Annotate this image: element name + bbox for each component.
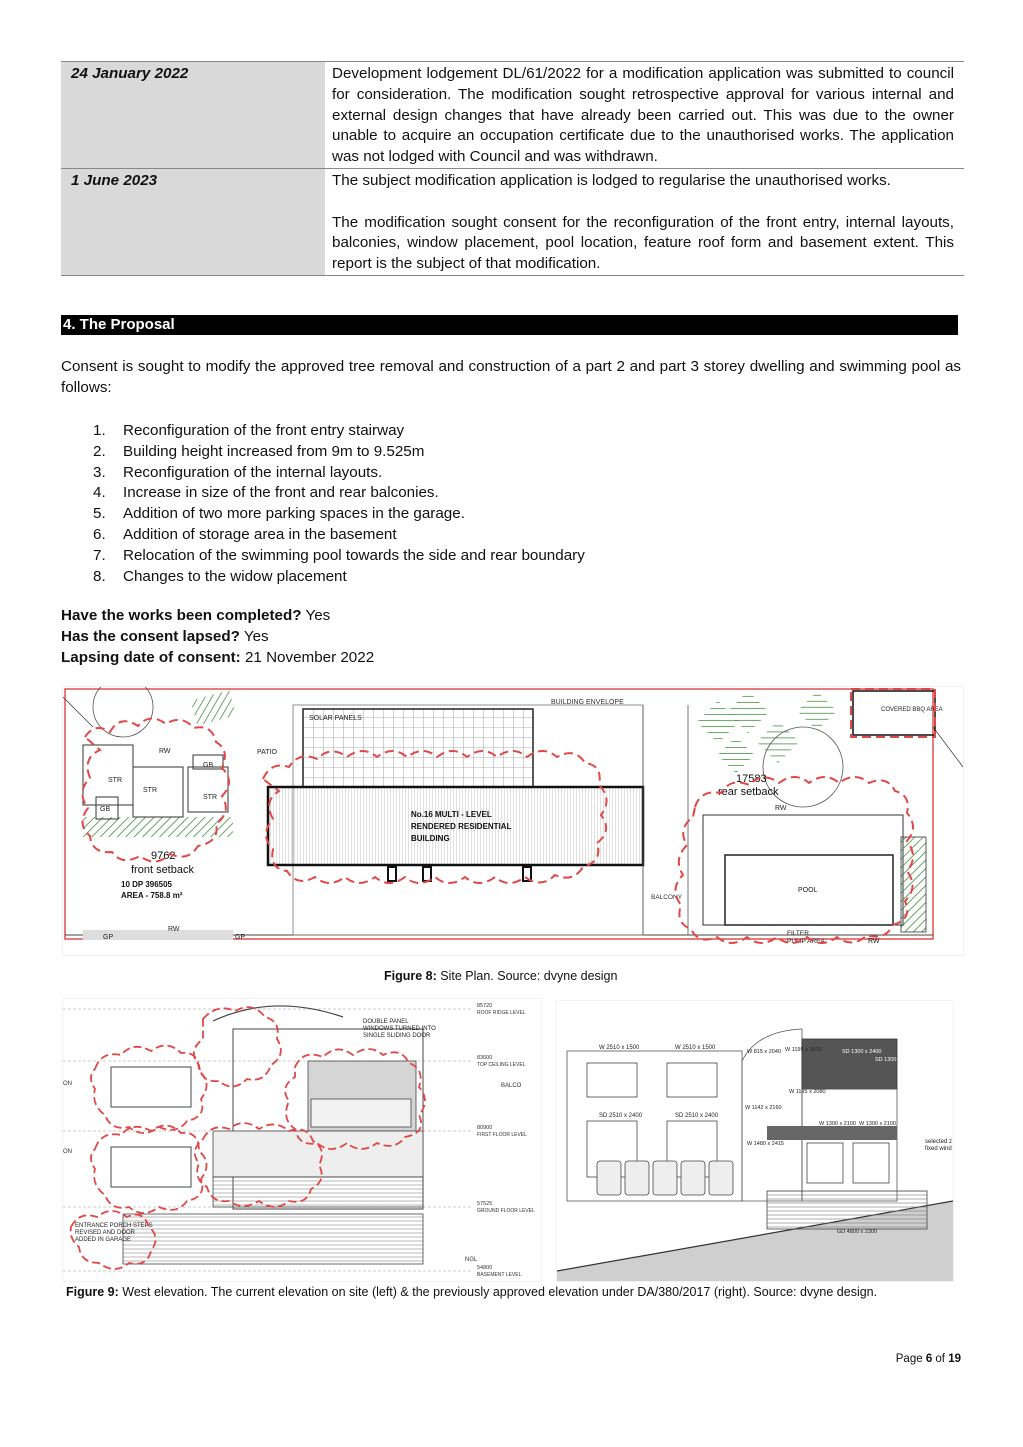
plan-label: BALCONY bbox=[651, 894, 683, 901]
level-rl: 54800 bbox=[477, 1265, 493, 1271]
plan-label: FILTER bbox=[787, 930, 809, 937]
history-date: 24 January 2022 bbox=[61, 62, 325, 169]
window-label: SD 1300 x 2400 bbox=[842, 1049, 882, 1055]
qa-row bbox=[61, 606, 374, 627]
proposal-list bbox=[61, 421, 585, 587]
plan-label: GB bbox=[203, 762, 214, 769]
plan-label: PUMP AREA bbox=[787, 938, 825, 945]
elevation-label: ON bbox=[63, 1081, 72, 1087]
window-label: SD 2510 x 2400 bbox=[599, 1113, 643, 1119]
caption-text: West elevation. The current elevation on site (left) & the previously approved elevation under DA/380/2017 (right). Source: dvyne design. bbox=[118, 1285, 878, 1299]
list-text: Building height increased from 9m to 9.525m bbox=[123, 442, 425, 460]
level-name: TOP CEILING LEVEL bbox=[477, 1062, 526, 1068]
elevation-current-drawing bbox=[63, 999, 541, 1281]
site-plan-drawing bbox=[63, 687, 963, 955]
plan-label: STR bbox=[203, 794, 217, 801]
table-row bbox=[61, 168, 964, 275]
plan-label: AREA - 758.8 m² bbox=[121, 891, 183, 900]
plan-label: RW bbox=[775, 805, 787, 812]
proposal-intro: Consent is sought to modify the approved tree removal and construction of a part 2 and part 3 storey dwelling and swimming pool as follows: bbox=[61, 358, 961, 396]
list-text: Reconfiguration of the internal layouts. bbox=[123, 463, 383, 481]
caption-label: Figure 9: bbox=[66, 1285, 119, 1299]
list-item bbox=[61, 483, 585, 504]
elevation-note: DOUBLE PANEL bbox=[363, 1019, 409, 1025]
plan-label: 10 DP 396505 bbox=[121, 880, 173, 889]
plan-label: 9762 bbox=[151, 850, 176, 862]
window-label: W 815 x 2040 bbox=[747, 1049, 781, 1055]
section-heading: 4. The Proposal bbox=[61, 315, 958, 335]
qa-row bbox=[61, 648, 374, 669]
list-number: 1. bbox=[93, 422, 106, 439]
qa-answer: Yes bbox=[243, 627, 269, 645]
plan-label: RW bbox=[159, 748, 171, 755]
list-number: 7. bbox=[93, 546, 106, 564]
plan-label: COVERED BBQ AREA bbox=[881, 707, 943, 713]
list-item bbox=[61, 463, 585, 484]
history-date: 1 June 2023 bbox=[61, 168, 325, 275]
figure-8-caption bbox=[384, 968, 617, 984]
level-name: ROOF RIDGE LEVEL bbox=[477, 1010, 526, 1016]
plan-label: BUILDING ENVELOPE bbox=[551, 699, 624, 706]
plan-label: 17583 bbox=[736, 773, 767, 785]
window-label: W 2510 x 1500 bbox=[599, 1045, 640, 1051]
site-plan-figure bbox=[62, 686, 964, 956]
list-text: Reconfiguration of the front entry stairway bbox=[123, 422, 405, 439]
level-rl: 80900 bbox=[477, 1125, 493, 1131]
level-rl: 57525 bbox=[477, 1201, 493, 1207]
window-label: W 2510 x 1500 bbox=[675, 1045, 716, 1051]
list-text: Increase in size of the front and rear balconies. bbox=[123, 484, 439, 502]
plan-label: GP bbox=[103, 934, 114, 941]
plan-label: PATIO bbox=[257, 749, 277, 756]
level-rl: 85720 bbox=[477, 1003, 493, 1009]
elevation-label: NGL bbox=[465, 1257, 478, 1263]
qa-answer: Yes bbox=[305, 607, 331, 624]
qa-question: Have the works been completed? bbox=[61, 607, 302, 624]
list-number: 5. bbox=[93, 505, 106, 523]
elevation-note: WINDOWS TURNED INTO bbox=[363, 1026, 436, 1032]
page-total: 19 bbox=[948, 1353, 961, 1365]
plan-label: No.16 MULTI - LEVEL bbox=[411, 810, 492, 819]
history-paragraph: Development lodgement DL/61/2022 for a modification application was submitted to council for consideration. The modification sought retrospective approval for various internal and external design changes that have already been carried out. This was due to the owner unable to acquire an occupation certificate due to the unauthorised works. The application was not lodged with Council and was withdrawn. bbox=[332, 65, 954, 166]
table-row bbox=[61, 62, 964, 169]
plan-label: front setback bbox=[131, 864, 194, 876]
window-label: W 1142 x 2160 bbox=[745, 1105, 782, 1111]
history-description bbox=[325, 62, 964, 169]
caption-label: Figure 8: bbox=[384, 969, 437, 983]
window-label: W 1300 x 2100 bbox=[859, 1121, 896, 1127]
list-item bbox=[61, 567, 585, 588]
list-number: 2. bbox=[93, 442, 106, 460]
list-item bbox=[61, 442, 585, 463]
consent-status bbox=[61, 606, 374, 668]
list-text: Changes to the widow placement bbox=[123, 567, 347, 585]
window-label: GD 4800 x 2300 bbox=[837, 1229, 878, 1235]
elevation-label: BALCO bbox=[501, 1083, 522, 1089]
page-of: of bbox=[932, 1353, 949, 1365]
plan-label: RENDERED RESIDENTIAL bbox=[411, 822, 512, 831]
level-name: GROUND FLOOR LEVEL bbox=[477, 1208, 535, 1214]
caption-text: Site Plan. Source: dvyne design bbox=[436, 969, 618, 983]
history-table bbox=[61, 61, 964, 276]
level-name: BASEMENT LEVEL bbox=[477, 1272, 522, 1278]
list-number: 4. bbox=[93, 484, 106, 502]
window-label: SD 2510 x 2400 bbox=[675, 1113, 719, 1119]
plan-label: POOL bbox=[798, 887, 818, 894]
list-item bbox=[61, 525, 585, 546]
level-rl: 83600 bbox=[477, 1055, 493, 1061]
window-label: W 1480 x 2415 bbox=[747, 1141, 784, 1147]
qa-answer: 21 November 2022 bbox=[244, 648, 375, 666]
level-name: FIRST FLOOR LEVEL bbox=[477, 1132, 527, 1138]
plan-label: GP bbox=[235, 934, 246, 941]
page-prefix: Page bbox=[895, 1353, 926, 1365]
plan-label: RW bbox=[868, 938, 880, 945]
figure-9-caption bbox=[66, 1284, 877, 1300]
elevation-note: selected z bbox=[925, 1139, 953, 1145]
elevation-note: ADDED IN GARAGE bbox=[75, 1237, 132, 1243]
window-label: W 1195 x 1870 bbox=[785, 1047, 822, 1053]
window-label: SD 1300 x 2400 bbox=[875, 1057, 915, 1063]
list-item bbox=[61, 504, 585, 525]
list-text: Addition of storage area in the basement bbox=[123, 525, 397, 543]
elevation-current-figure bbox=[62, 998, 542, 1282]
plan-label: SOLAR PANELS bbox=[309, 715, 362, 722]
plan-label: RW bbox=[168, 926, 180, 933]
list-number: 6. bbox=[93, 525, 106, 543]
elevation-note: ENTRANCE PORCH STEPS bbox=[75, 1223, 153, 1229]
list-number: 8. bbox=[93, 567, 106, 585]
plan-label: rear setback bbox=[718, 786, 779, 798]
qa-row bbox=[61, 627, 374, 648]
list-text: Relocation of the swimming pool towards the side and rear boundary bbox=[123, 546, 585, 564]
plan-label: STR bbox=[143, 787, 157, 794]
window-label: W 1195 x 2080 bbox=[789, 1089, 826, 1095]
qa-question: Has the consent lapsed? bbox=[61, 627, 240, 645]
qa-question: Lapsing date of consent: bbox=[61, 648, 241, 666]
elevation-note: fixed wind bbox=[925, 1146, 952, 1152]
elevation-note: SINGLE SLIDING DOOR bbox=[363, 1033, 431, 1039]
list-item bbox=[61, 421, 585, 442]
history-description bbox=[325, 168, 964, 275]
elevation-label: ON bbox=[63, 1149, 72, 1155]
elevation-note: REVISED AND DOOR bbox=[75, 1230, 136, 1236]
page-number bbox=[896, 1353, 961, 1365]
window-label: W 1300 x 2100 bbox=[819, 1121, 856, 1127]
list-text: Addition of two more parking spaces in the garage. bbox=[123, 505, 465, 523]
plan-label: BUILDING bbox=[411, 834, 450, 843]
plan-label: GB bbox=[100, 806, 111, 813]
list-number: 3. bbox=[93, 463, 106, 481]
list-item bbox=[61, 546, 585, 567]
history-paragraph: The modification sought consent for the reconfiguration of the front entry, internal layouts, balconies, window placement, pool location, feature roof form and basement extent. This report is the subject of that modification. bbox=[332, 213, 954, 273]
elevation-approved-drawing bbox=[557, 1001, 953, 1281]
elevation-approved-figure bbox=[556, 1000, 954, 1282]
history-paragraph: The subject modification application is lodged to regularise the unauthorised works. bbox=[332, 171, 891, 189]
page-current: 6 bbox=[925, 1353, 933, 1365]
plan-label: STR bbox=[108, 777, 122, 784]
